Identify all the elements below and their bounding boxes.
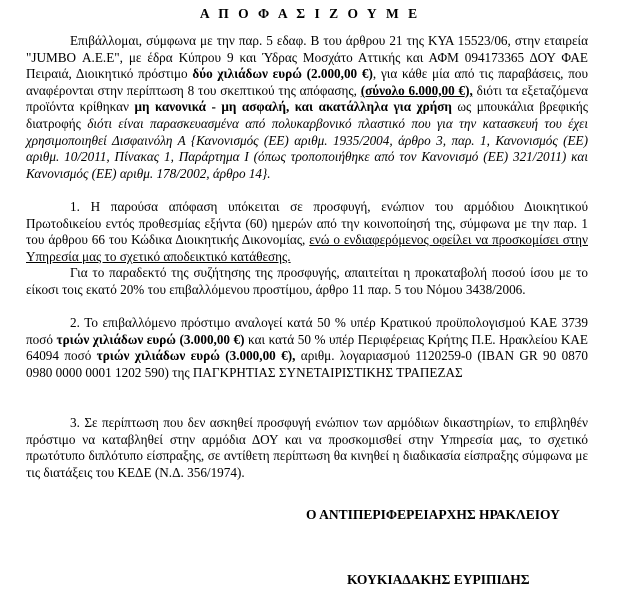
- state-budget-amount: τριών χιλιάδων ευρώ (3.000,00 €): [56, 331, 245, 347]
- advance-payment-paragraph: Για το παραδεκτό της συζήτησης της προσφυγής, απαιτείται η προκαταβολή ποσού ίσου με το είκοσι τοις εκατό 20% του επιβαλλόμενου προστίμου, άρθρο 11 παρ. 5 του Νόμου 3438/2006.: [26, 265, 588, 297]
- fine-total: (σύνολο 6.000,00 €),: [360, 82, 473, 98]
- appeal-text: 1. Η παρούσα απόφαση υπόκειται σε προσφυγή, ενώπιον του αρμόδιου Διοικητικού Πρωτοδικείου εντός προθεσμίας εξήντα (60) ημερών από την κοινοποίησή της, σύμφωνα με την παρ. 1 του άρθρου 66 του Κώδικα Διοικητικής Δικονομίας,: [26, 199, 588, 248]
- allocation-text-3: αριθμ. λογαριασμού 1120259-0 (IBAN GR 90 0870 0980 0000 0001 1202 590) της ΠΑΓΚΡΗΤΙΑΣ ΣΥΝΕΤΑΙΡΙΣΤΙΚΗΣ ΤΡΑΠΕΖΑΣ: [26, 348, 588, 380]
- non-appeal-paragraph: 3. Σε περίπτωση που δεν ασκηθεί προσφυγή ενώπιον των αρμόδιων δικαστηρίων, το επιβληθέν πρόστιμο να καταβληθεί στην αρμόδια ΔΟΥ και να προσκομισθεί στην Υπηρεσία μας, το σχετικό πρωτότυπο διπλότυπο είσπραξης, σε αντίθετη περίπτωση θα κινηθεί η διαδικασία είσπραξης σύμφωνα με τις διατάξεις του ΚΕΔΕ (Ν.Δ. 356/1974).: [26, 415, 588, 480]
- allocation-text-2: και κατά 50 % υπέρ Περιφέρειας Κρήτης Π.Ε. Ηρακλείου ΚΑΕ 64094 ποσό: [26, 331, 588, 364]
- fine-amount-each: δύο χιλιάδων ευρώ (2.000,00 €): [192, 66, 373, 82]
- region-amount: τριών χιλιάδων ευρώ (3.000,00 €),: [96, 348, 296, 364]
- decision-text-3: διότι τα εξεταζόμενα προϊόντα κρίθηκαν: [26, 82, 588, 115]
- legal-basis-italic: διότι είναι παρασκευασμένα από πολυκαρβονικό πλαστικό που για την κατασκευή του έχει χρησιμοποιηθεί Δισφαινόλη Α {Κανονισμός (ΕΕ) αριθμ. 1935/2004, άρθρο 3, παρ. 1, Κανονισμός (ΕΕ) αριθμ. 10/2011, Πίνακας 1, Παράρτημα Ι (όπως τροποποιήθηκε από τον Κανονισμό (ΕΕ) 321/2011) και Κανονισμός (ΕΕ) αριθμ. 178/2002, άρθρο 14}.: [26, 115, 589, 181]
- decision-heading: Α Π Ο Φ Α Σ Ι Ζ Ο Υ Μ Ε: [199, 6, 421, 21]
- signatory-title: Ο ΑΝΤΙΠΕΡΙΦΕΡΕΙΑΡΧΗΣ ΗΡΑΚΛΕΙΟΥ: [306, 507, 560, 522]
- decision-text-2: , για κάθε μία από τις παραβάσεις, που αναφέρονται στην περίπτωση 8 του σκεπτικού της απόφασης,: [26, 66, 588, 98]
- allocation-text-1: 2. Το επιβαλλόμενο πρόστιμο αναλογεί κατά 50 % υπέρ Κρατικού προϋπολογισμού ΚΑΕ 3739 ποσό: [26, 315, 588, 347]
- appeal-paragraph: [26, 199, 588, 265]
- decision-text-1: Επιβάλλομαι, σύμφωνα με την παρ. 5 εδαφ. Β του άρθρου 21 της ΚΥΑ 15523/06, στην εταιρεία "JUMBO Α.Ε.Ε", με έδρα Κύπρου 9 και Ύδρας Μοσχάτο Αττικής και ΑΦΜ 094173365 ΔΟΥ ΦΑΕ Πειραιά, Διοικητικό πρόστιμο: [26, 33, 588, 82]
- decision-text-4: ως μπουκάλια βρεφικής διατροφής: [26, 99, 588, 131]
- decision-paragraph: [26, 33, 588, 182]
- fine-allocation-paragraph: [26, 315, 588, 381]
- product-verdict: μη κανονικά - μη ασφαλή, και ακατάλληλα για χρήση: [134, 99, 452, 115]
- signatory-name: ΚΟΥΚΙΑΔΑΚΗΣ ΕΥΡΙΠΙΔΗΣ: [347, 572, 530, 587]
- appeal-underlined-text: ενώ ο ενδιαφερόμενος οφείλει να προσκομίσει στην Υπηρεσία μας το σχετικό αποδεικτικό κατάθεσης.: [26, 232, 588, 264]
